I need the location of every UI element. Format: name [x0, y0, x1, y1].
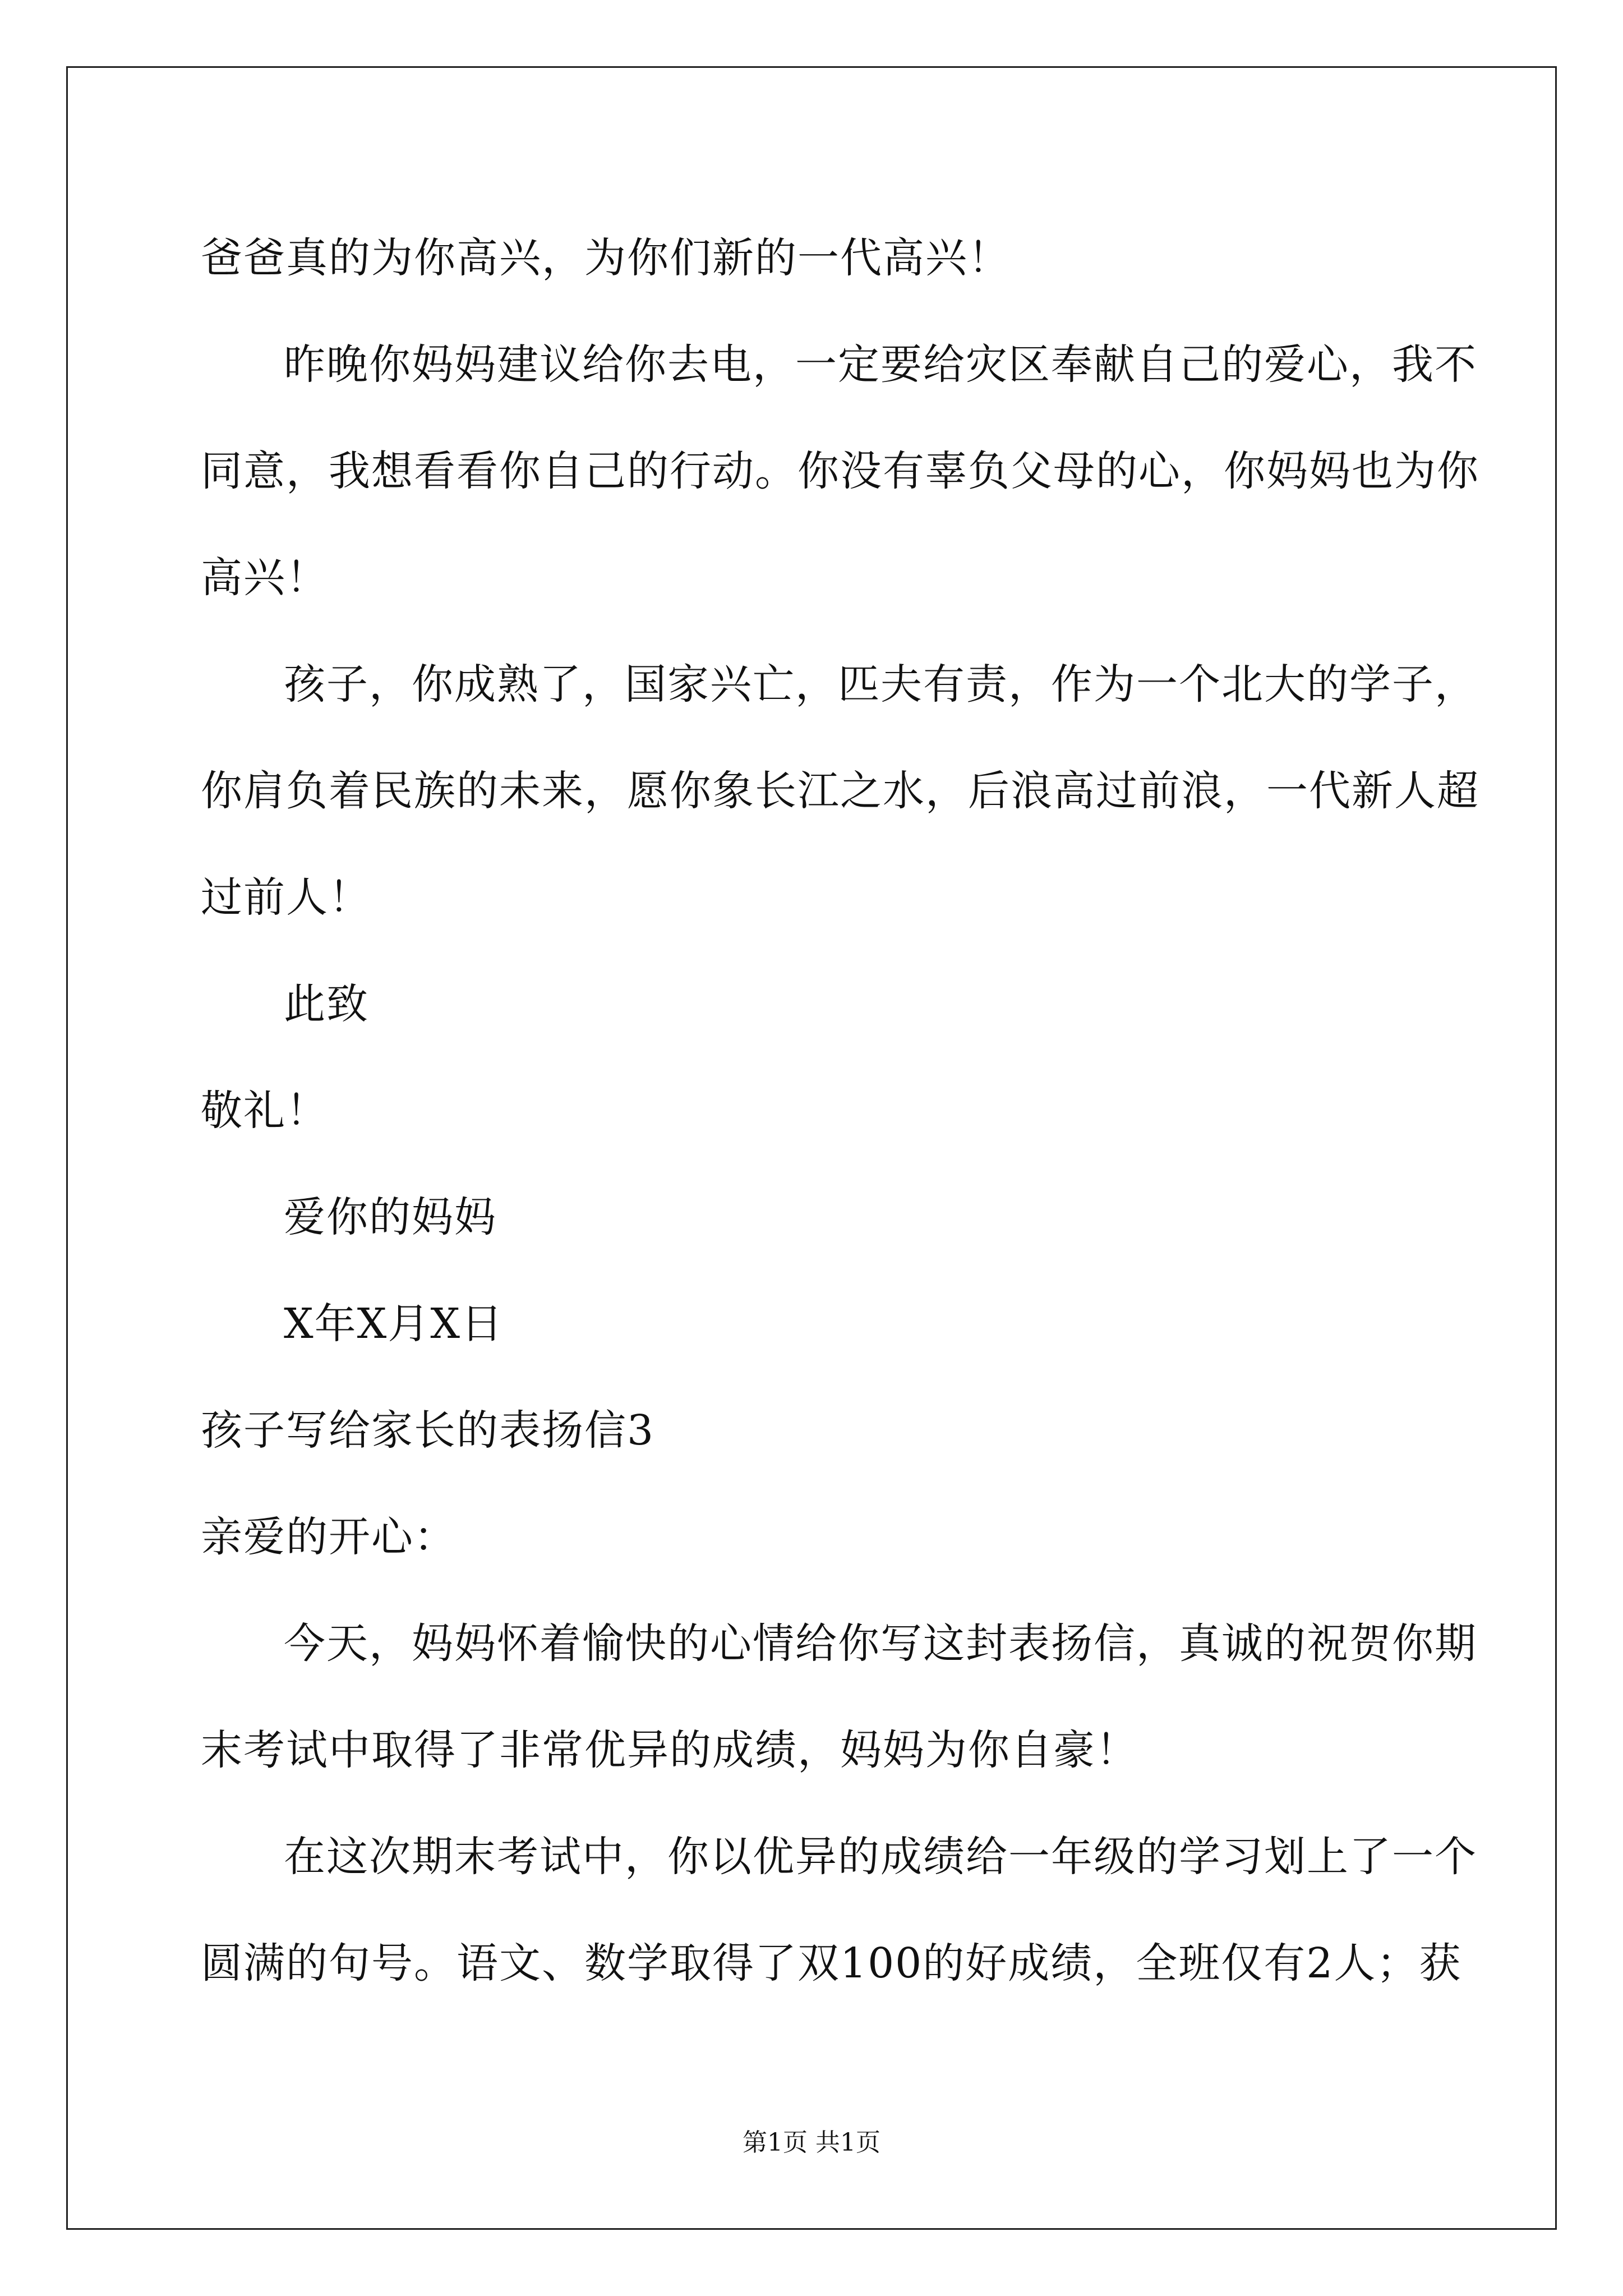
text-line-2: 昨晚你妈妈建议给你去电，一定要给灾区奉献自己的爱心，我不 [284, 341, 1477, 389]
text-line-7: 过前人！ [201, 873, 371, 922]
text-line-14: 今天，妈妈怀着愉快的心情给你写这封表扬信，真诚的祝贺你期 [284, 1619, 1477, 1668]
text-line-15: 末考试中取得了非常优异的成绩，妈妈为你自豪！ [201, 1726, 1138, 1774]
date-line: X年X月X日 [284, 1300, 504, 1348]
section-title: 孩子写给家长的表扬信3 [201, 1406, 655, 1455]
letter-greeting: 亲爱的开心： [201, 1513, 457, 1561]
page-number-footer: 第1页 共1页 [743, 2128, 880, 2157]
text-line-5: 孩子，你成熟了，国家兴亡，匹夫有责，作为一个北大的学子， [284, 660, 1477, 708]
text-line-1: 爸爸真的为你高兴，为你们新的一代高兴！ [201, 234, 1011, 282]
text-line-4: 高兴！ [201, 554, 329, 602]
signature: 爱你的妈妈 [284, 1193, 497, 1241]
text-line-3: 同意，我想看看你自己的行动。你没有辜负父母的心，你妈妈也为你 [201, 447, 1479, 495]
closing-salutation: 此致 [284, 980, 369, 1028]
closing-respect: 敬礼！ [201, 1087, 329, 1135]
text-line-17: 圆满的句号。语文、数学取得了双100的好成绩，全班仅有2人；获 [201, 1939, 1462, 1987]
text-line-16: 在这次期末考试中，你以优异的成绩给一年级的学习划上了一个 [284, 1833, 1477, 1881]
text-line-6: 你肩负着民族的未来，愿你象长江之水，后浪高过前浪，一代新人超 [201, 767, 1479, 815]
